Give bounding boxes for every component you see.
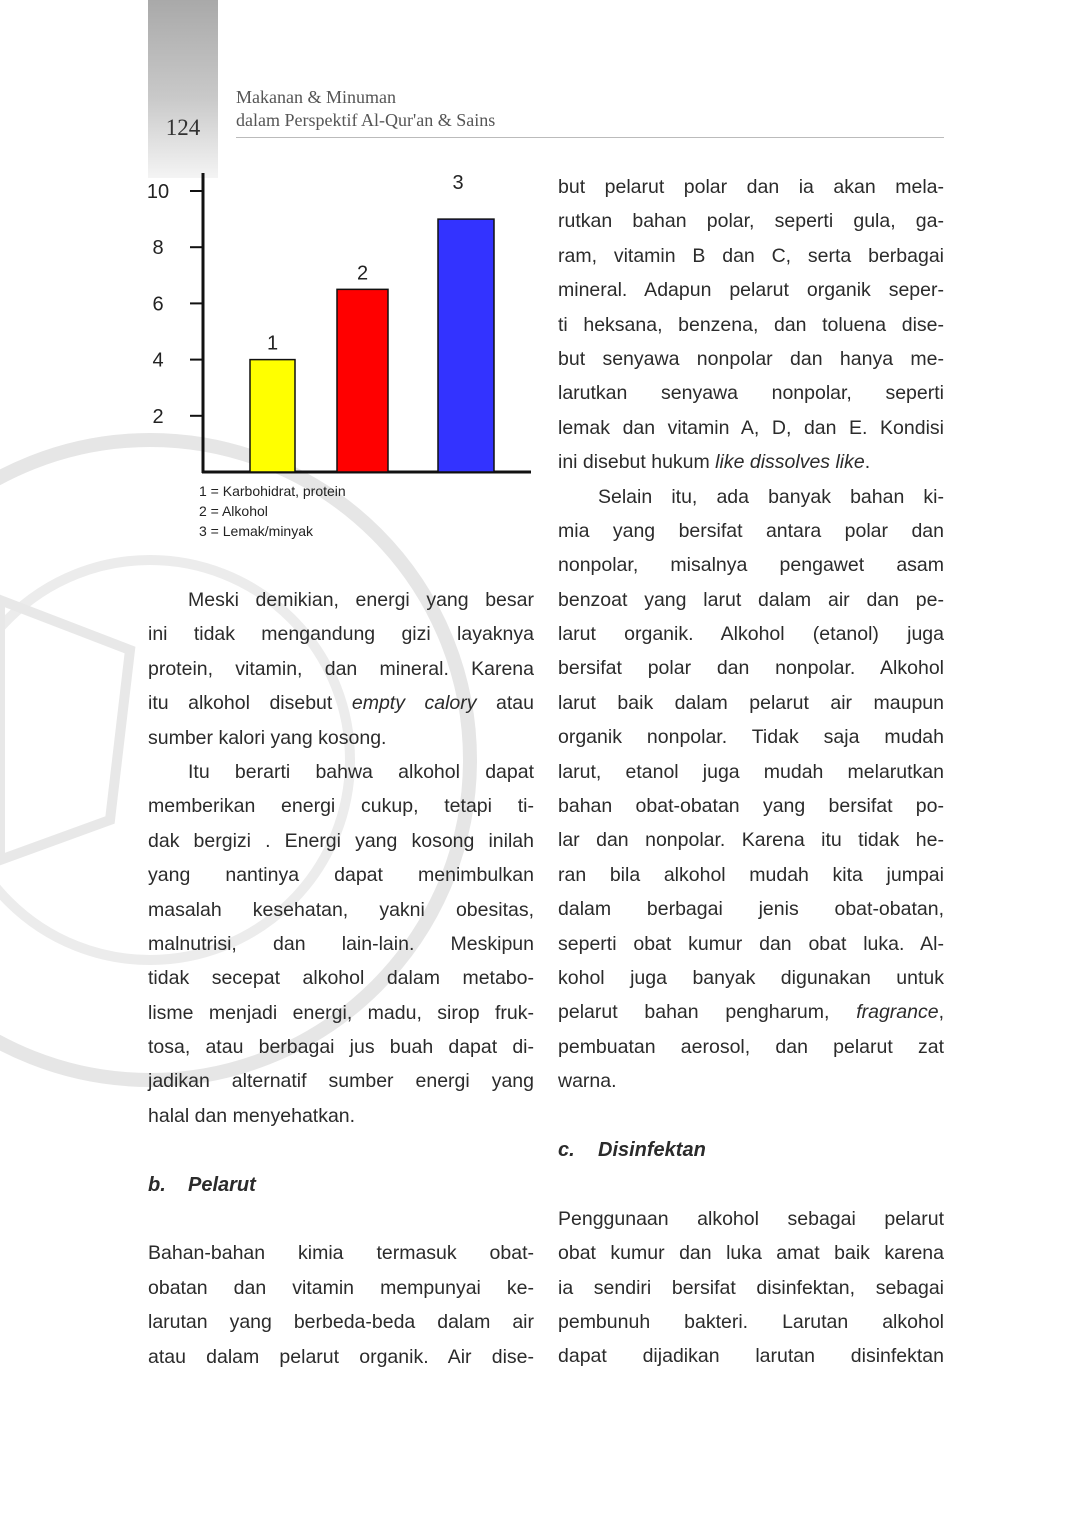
text-line <box>558 583 944 617</box>
text-line <box>148 1340 534 1374</box>
text-segment: Meski demikian, energi yang besar <box>188 589 534 611</box>
text-segment: lemak dan vitamin A, D, dan E. Kondisi <box>558 416 944 439</box>
text-segment: tosa, atau berbagai jus buah dapat di- <box>148 1036 534 1059</box>
text-segment: Itu berarti bahwa alkohol dapat <box>188 760 534 783</box>
left-column <box>148 583 534 1374</box>
text-segment: masalah kesehatan, yakni obesitas, <box>148 898 534 921</box>
text-segment: dapat dijadikan larutan disinfektan <box>558 1345 944 1368</box>
text-segment: dalam berbagai jenis obat-obatan, <box>558 898 944 921</box>
y-tick-label: 8 <box>152 237 164 260</box>
text-segment: tidak secepat alkohol dalam metabo- <box>148 967 534 990</box>
text-line <box>148 996 534 1030</box>
text-segment: Penggunaan alkohol sebagai pelarut <box>558 1207 944 1230</box>
paragraph <box>558 170 944 480</box>
text-line <box>148 1030 534 1064</box>
italic-term: empty calory <box>351 692 477 715</box>
text-line <box>558 651 944 685</box>
text-segment: Selain itu, ada banyak bahan ki- <box>598 485 944 508</box>
text-line <box>148 1271 534 1305</box>
text-segment: obatan dan vitamin mempunyai ke- <box>148 1276 534 1299</box>
text-line <box>558 342 944 376</box>
text-segment: pelarut bahan pengharum, <box>558 1001 857 1024</box>
text-segment: larutkan senyawa nonpolar, seperti <box>558 382 944 405</box>
text-line <box>558 961 944 995</box>
text-line <box>148 824 534 858</box>
text-line <box>148 893 534 927</box>
text-segment: Bahan-bahan kimia termasuk obat- <box>148 1242 534 1265</box>
text-line <box>148 927 534 961</box>
text-segment: ini disebut hukum <box>558 451 716 474</box>
text-segment: but senyawa nonpolar dan hanya me- <box>558 347 944 370</box>
text-segment: , <box>938 1001 944 1024</box>
text-segment: larut organik. Alkohol (etanol) juga <box>558 623 944 646</box>
text-line <box>558 823 944 857</box>
bar-label: 3 <box>452 172 464 195</box>
heading-text: Disinfektan <box>598 1138 706 1161</box>
text-line <box>558 170 944 204</box>
text-segment: halal dan menyehatkan. <box>148 1104 356 1127</box>
text-segment: protein, vitamin, dan mineral. Karena <box>148 657 534 680</box>
page-number: 124 <box>165 115 201 140</box>
text-segment: larut baik dalam pelarut air maupun <box>558 691 944 714</box>
text-line <box>558 789 944 823</box>
text-segment: atau <box>476 692 534 715</box>
text-segment: bersifat polar dan nonpolar. Alkohol <box>558 657 944 680</box>
section-heading-b <box>148 1168 534 1202</box>
text-segment: ran bila alkohol mudah kita jumpai <box>558 863 944 886</box>
text-line <box>558 308 944 342</box>
text-line <box>148 858 534 892</box>
text-segment: obat kumur dan luka amat baik karena <box>558 1242 944 1265</box>
paragraph <box>148 583 534 755</box>
text-segment: lar dan nonpolar. Karena itu tidak he- <box>558 829 944 852</box>
italic-term: like dissolves like <box>715 451 865 474</box>
text-segment: pembuatan aerosol, dan pelarut zat <box>558 1035 944 1058</box>
text-segment: warna. <box>558 1070 617 1093</box>
text-line <box>148 1236 534 1270</box>
text-line <box>558 892 944 926</box>
text-segment: itu alkohol disebut <box>148 692 352 715</box>
paragraph <box>148 755 534 1133</box>
legend-item: 3 = Lemak/minyak <box>199 523 313 539</box>
paragraph <box>558 480 944 1099</box>
text-line <box>558 548 944 582</box>
italic-term: fragrance <box>856 1001 939 1024</box>
heading-letter: b. <box>148 1173 166 1196</box>
text-line <box>148 789 534 823</box>
text-line <box>558 720 944 754</box>
text-segment: ia sendiri bersifat disinfektan, sebagai <box>558 1276 944 1299</box>
text-line <box>558 858 944 892</box>
text-segment: dak bergizi . Energi yang kosong inilah <box>148 829 534 852</box>
text-segment: . <box>864 451 871 474</box>
bar-3 <box>438 219 494 472</box>
text-line <box>148 721 534 755</box>
running-title-line2: dalam Perspektif Al-Qur'an & Sains <box>236 110 496 130</box>
text-line <box>558 1064 944 1098</box>
text-line <box>558 1202 944 1236</box>
text-line <box>558 239 944 273</box>
bar-label: 2 <box>356 262 369 285</box>
text-segment: larutan yang berbeda-beda dalam air <box>148 1311 534 1334</box>
text-line <box>148 686 534 720</box>
bar-1 <box>250 360 295 472</box>
text-line <box>558 514 944 548</box>
text-line <box>148 1305 534 1339</box>
text-line <box>558 1271 944 1305</box>
text-line <box>558 480 944 514</box>
text-segment: malnutrisi, dan lain-lain. Meskipun <box>148 932 534 955</box>
text-segment: kohol juga banyak digunakan untuk <box>558 966 944 989</box>
text-line <box>558 995 944 1029</box>
text-line <box>558 755 944 789</box>
text-line <box>558 1236 944 1270</box>
text-line <box>558 273 944 307</box>
text-segment: pembunuh bakteri. Larutan alkohol <box>558 1310 944 1333</box>
text-line <box>148 961 534 995</box>
text-segment: ti heksana, benzena, dan toluena dise- <box>558 313 944 336</box>
text-segment: rutkan bahan polar, seperti gula, ga- <box>558 210 944 233</box>
text-segment: but pelarut polar dan ia akan mela- <box>558 176 944 198</box>
text-line <box>558 376 944 410</box>
text-line <box>558 204 944 238</box>
text-segment: lisme menjadi energi, madu, sirop fruk- <box>148 1001 534 1024</box>
section-heading-c <box>558 1133 944 1167</box>
text-line <box>148 1099 534 1133</box>
text-line <box>148 652 534 686</box>
legend-item: 1 = Karbohidrat, protein <box>199 483 346 499</box>
legend-item: 2 = Alkohol <box>199 503 268 519</box>
header-rule <box>236 137 944 138</box>
text-line <box>558 1030 944 1064</box>
text-segment: mineral. Adapun pelarut organik seper- <box>558 279 944 302</box>
text-segment: mia yang bersifat antara polar dan <box>558 519 944 542</box>
text-segment: ini tidak mengandung gizi layaknya <box>148 623 534 646</box>
y-tick-label: 6 <box>152 293 164 316</box>
heading-letter: c. <box>558 1138 575 1161</box>
text-line <box>558 927 944 961</box>
text-line <box>558 617 944 651</box>
text-segment: jadikan alternatif sumber energi yang <box>148 1070 534 1093</box>
text-segment: sumber kalori yang kosong. <box>148 726 387 749</box>
text-segment: organik nonpolar. Tidak saja mudah <box>558 726 944 749</box>
text-segment: memberikan energi cukup, tetapi ti- <box>148 795 534 818</box>
text-line <box>148 755 534 789</box>
paragraph <box>558 1202 944 1374</box>
y-tick-label: 2 <box>152 405 164 428</box>
heading-text: Pelarut <box>188 1173 256 1196</box>
text-segment: bahan obat-obatan yang bersifat po- <box>558 795 944 818</box>
text-segment: nonpolar, misalnya pengawet asam <box>558 554 944 577</box>
text-line <box>558 445 944 479</box>
y-tick-label: 4 <box>152 349 164 372</box>
text-line <box>558 411 944 445</box>
page-tab <box>148 0 218 178</box>
text-line <box>148 617 534 651</box>
text-line <box>148 583 534 617</box>
energy-bar-chart <box>140 165 540 485</box>
text-line <box>558 686 944 720</box>
text-line <box>558 1339 944 1373</box>
text-segment: yang nantinya dapat menimbulkan <box>148 864 534 887</box>
paragraph <box>148 1236 534 1374</box>
text-segment: atau dalam pelarut organik. Air dise- <box>148 1345 534 1368</box>
text-segment: ram, vitamin B dan C, serta berbagai <box>558 244 944 267</box>
text-line <box>558 1305 944 1339</box>
bar-label: 1 <box>266 332 279 355</box>
bar-2 <box>337 289 388 472</box>
text-line <box>148 1064 534 1098</box>
text-segment: benzoat yang larut dalam air dan pe- <box>558 588 944 611</box>
text-segment: larut, etanol juga mudah melarutkan <box>558 760 944 783</box>
right-column <box>558 170 944 1374</box>
y-tick-label: 10 <box>146 181 170 203</box>
text-segment: seperti obat kumur dan obat luka. Al- <box>558 932 944 955</box>
running-title-line1: Makanan & Minuman <box>236 87 396 107</box>
